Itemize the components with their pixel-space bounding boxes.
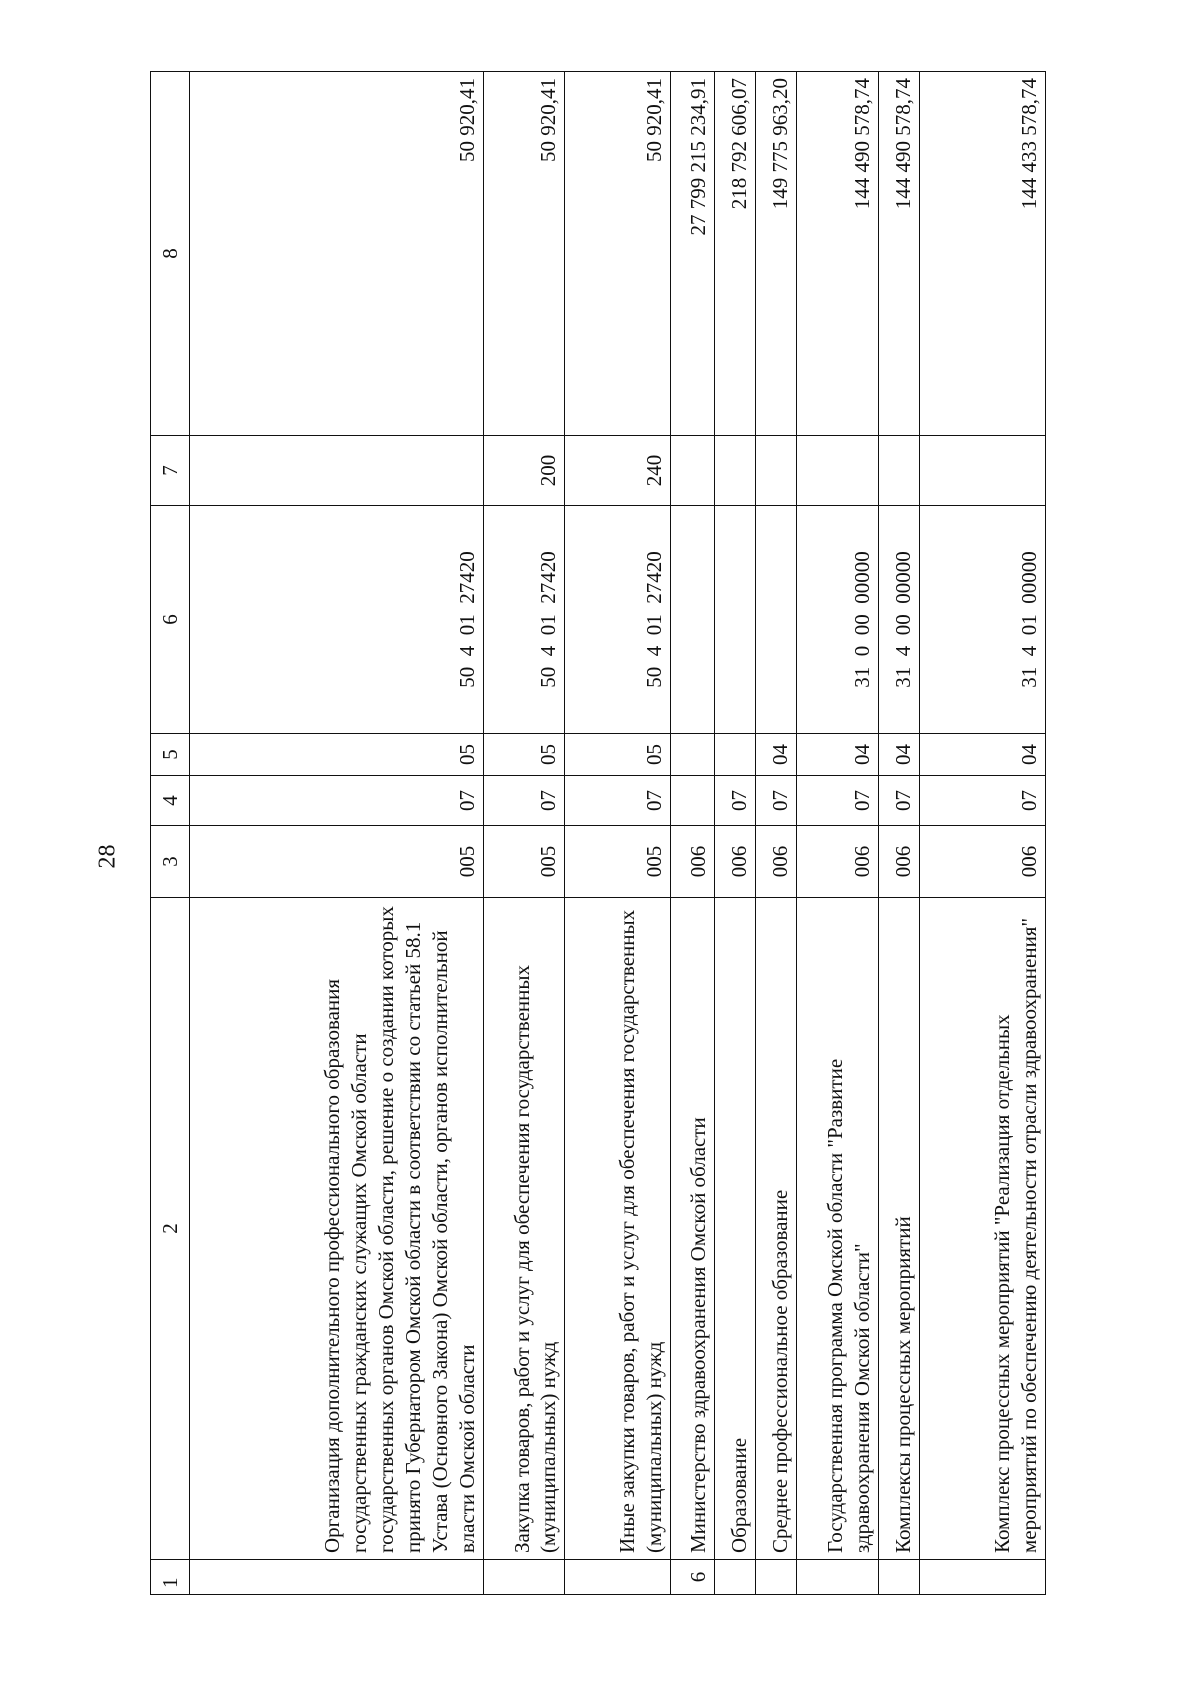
row-name: Комплексы процессных мероприятий bbox=[878, 898, 919, 1560]
target-article-code: 50 4 01 27420 bbox=[565, 506, 670, 734]
row-name: Иные закупки товаров, работ и услуг для обеспечения государственных (муниципальных) нужд bbox=[565, 898, 670, 1560]
row-name: Министерство здравоохранения Омской области bbox=[670, 898, 714, 1560]
section-code bbox=[670, 776, 714, 826]
header-row bbox=[151, 72, 190, 1595]
ministry-code: 006 bbox=[715, 826, 756, 898]
row-number bbox=[715, 1560, 756, 1595]
subsection-code bbox=[670, 734, 714, 776]
row-name: Комплекс процессных мероприятий "Реализация отдельных мероприятий по обеспечению деятельности отрасли здравоохранения" bbox=[919, 898, 1045, 1560]
target-article-code: 50 4 01 27420 bbox=[483, 506, 565, 734]
expense-type-code bbox=[715, 436, 756, 506]
ministry-code: 006 bbox=[755, 826, 796, 898]
row-number bbox=[483, 1560, 565, 1595]
page-number: 28 bbox=[94, 844, 121, 869]
expense-type-code bbox=[796, 436, 878, 506]
section-code: 07 bbox=[796, 776, 878, 826]
section-code: 07 bbox=[919, 776, 1045, 826]
row-name: Закупка товаров, работ и услуг для обеспечения государственных (муниципальных) нужд bbox=[483, 898, 565, 1560]
ministry-code: 006 bbox=[919, 826, 1045, 898]
expense-type-code bbox=[919, 436, 1045, 506]
table-row bbox=[878, 72, 919, 1595]
rotated-table-wrapper bbox=[150, 72, 1046, 1595]
header-col-8: 8 bbox=[151, 72, 190, 436]
table-row bbox=[190, 72, 484, 1595]
ministry-code: 006 bbox=[878, 826, 919, 898]
subsection-code: 04 bbox=[878, 734, 919, 776]
table-row bbox=[483, 72, 565, 1595]
amount: 27 799 215 234,91 bbox=[670, 72, 714, 436]
subsection-code: 05 bbox=[565, 734, 670, 776]
ministry-code: 005 bbox=[190, 826, 484, 898]
expense-type-code bbox=[190, 436, 484, 506]
expense-type-code bbox=[878, 436, 919, 506]
amount: 149 775 963,20 bbox=[755, 72, 796, 436]
ministry-code: 005 bbox=[565, 826, 670, 898]
subsection-code: 05 bbox=[190, 734, 484, 776]
header-col-5: 5 bbox=[151, 734, 190, 776]
amount: 50 920,41 bbox=[565, 72, 670, 436]
section-code: 07 bbox=[483, 776, 565, 826]
row-number bbox=[755, 1560, 796, 1595]
target-article-code: 31 0 00 00000 bbox=[796, 506, 878, 734]
amount: 144 433 578,74 bbox=[919, 72, 1045, 436]
ministry-code: 006 bbox=[670, 826, 714, 898]
target-article-code: 50 4 01 27420 bbox=[190, 506, 484, 734]
row-number bbox=[878, 1560, 919, 1595]
section-code: 07 bbox=[565, 776, 670, 826]
row-name: Государственная программа Омской области "Развитие здравоохранения Омской области" bbox=[796, 898, 878, 1560]
row-number bbox=[190, 1560, 484, 1595]
table-row bbox=[670, 72, 714, 1595]
subsection-code: 04 bbox=[919, 734, 1045, 776]
target-article-code bbox=[670, 506, 714, 734]
target-article-code: 31 4 01 00000 bbox=[919, 506, 1045, 734]
table-row bbox=[755, 72, 796, 1595]
section-code: 07 bbox=[715, 776, 756, 826]
amount: 218 792 606,07 bbox=[715, 72, 756, 436]
table-row bbox=[796, 72, 878, 1595]
subsection-code: 04 bbox=[796, 734, 878, 776]
budget-table bbox=[150, 71, 1046, 1595]
header-col-7: 7 bbox=[151, 436, 190, 506]
row-number: 6 bbox=[670, 1560, 714, 1595]
expense-type-code: 240 bbox=[565, 436, 670, 506]
subsection-code: 05 bbox=[483, 734, 565, 776]
header-col-3: 3 bbox=[151, 826, 190, 898]
header-col-4: 4 bbox=[151, 776, 190, 826]
section-code: 07 bbox=[878, 776, 919, 826]
target-article-code bbox=[755, 506, 796, 734]
table-row bbox=[565, 72, 670, 1595]
subsection-code bbox=[715, 734, 756, 776]
row-number bbox=[565, 1560, 670, 1595]
expense-type-code bbox=[670, 436, 714, 506]
row-number bbox=[796, 1560, 878, 1595]
row-name: Образование bbox=[715, 898, 756, 1560]
table-row bbox=[919, 72, 1045, 1595]
header-col-2: 2 bbox=[151, 898, 190, 1560]
ministry-code: 006 bbox=[796, 826, 878, 898]
expense-type-code: 200 bbox=[483, 436, 565, 506]
amount: 144 490 578,74 bbox=[796, 72, 878, 436]
header-col-6: 6 bbox=[151, 506, 190, 734]
row-number bbox=[919, 1560, 1045, 1595]
amount: 50 920,41 bbox=[190, 72, 484, 436]
section-code: 07 bbox=[755, 776, 796, 826]
section-code: 07 bbox=[190, 776, 484, 826]
row-name: Организация дополнительного профессионального образования государственных гражданских служащих Омской области государственных органов Омской области, решение о создании которых принято Губернатором Омской области в соответствии со статьей 58.1 Устава (Основного Закона) Омской области, органов исполнительной власти Омской области bbox=[190, 898, 484, 1560]
table-row bbox=[715, 72, 756, 1595]
target-article-code: 31 4 00 00000 bbox=[878, 506, 919, 734]
amount: 50 920,41 bbox=[483, 72, 565, 436]
expense-type-code bbox=[755, 436, 796, 506]
header-col-1: 1 bbox=[151, 1560, 190, 1595]
subsection-code: 04 bbox=[755, 734, 796, 776]
target-article-code bbox=[715, 506, 756, 734]
row-name: Среднее профессиональное образование bbox=[755, 898, 796, 1560]
amount: 144 490 578,74 bbox=[878, 72, 919, 436]
ministry-code: 005 bbox=[483, 826, 565, 898]
